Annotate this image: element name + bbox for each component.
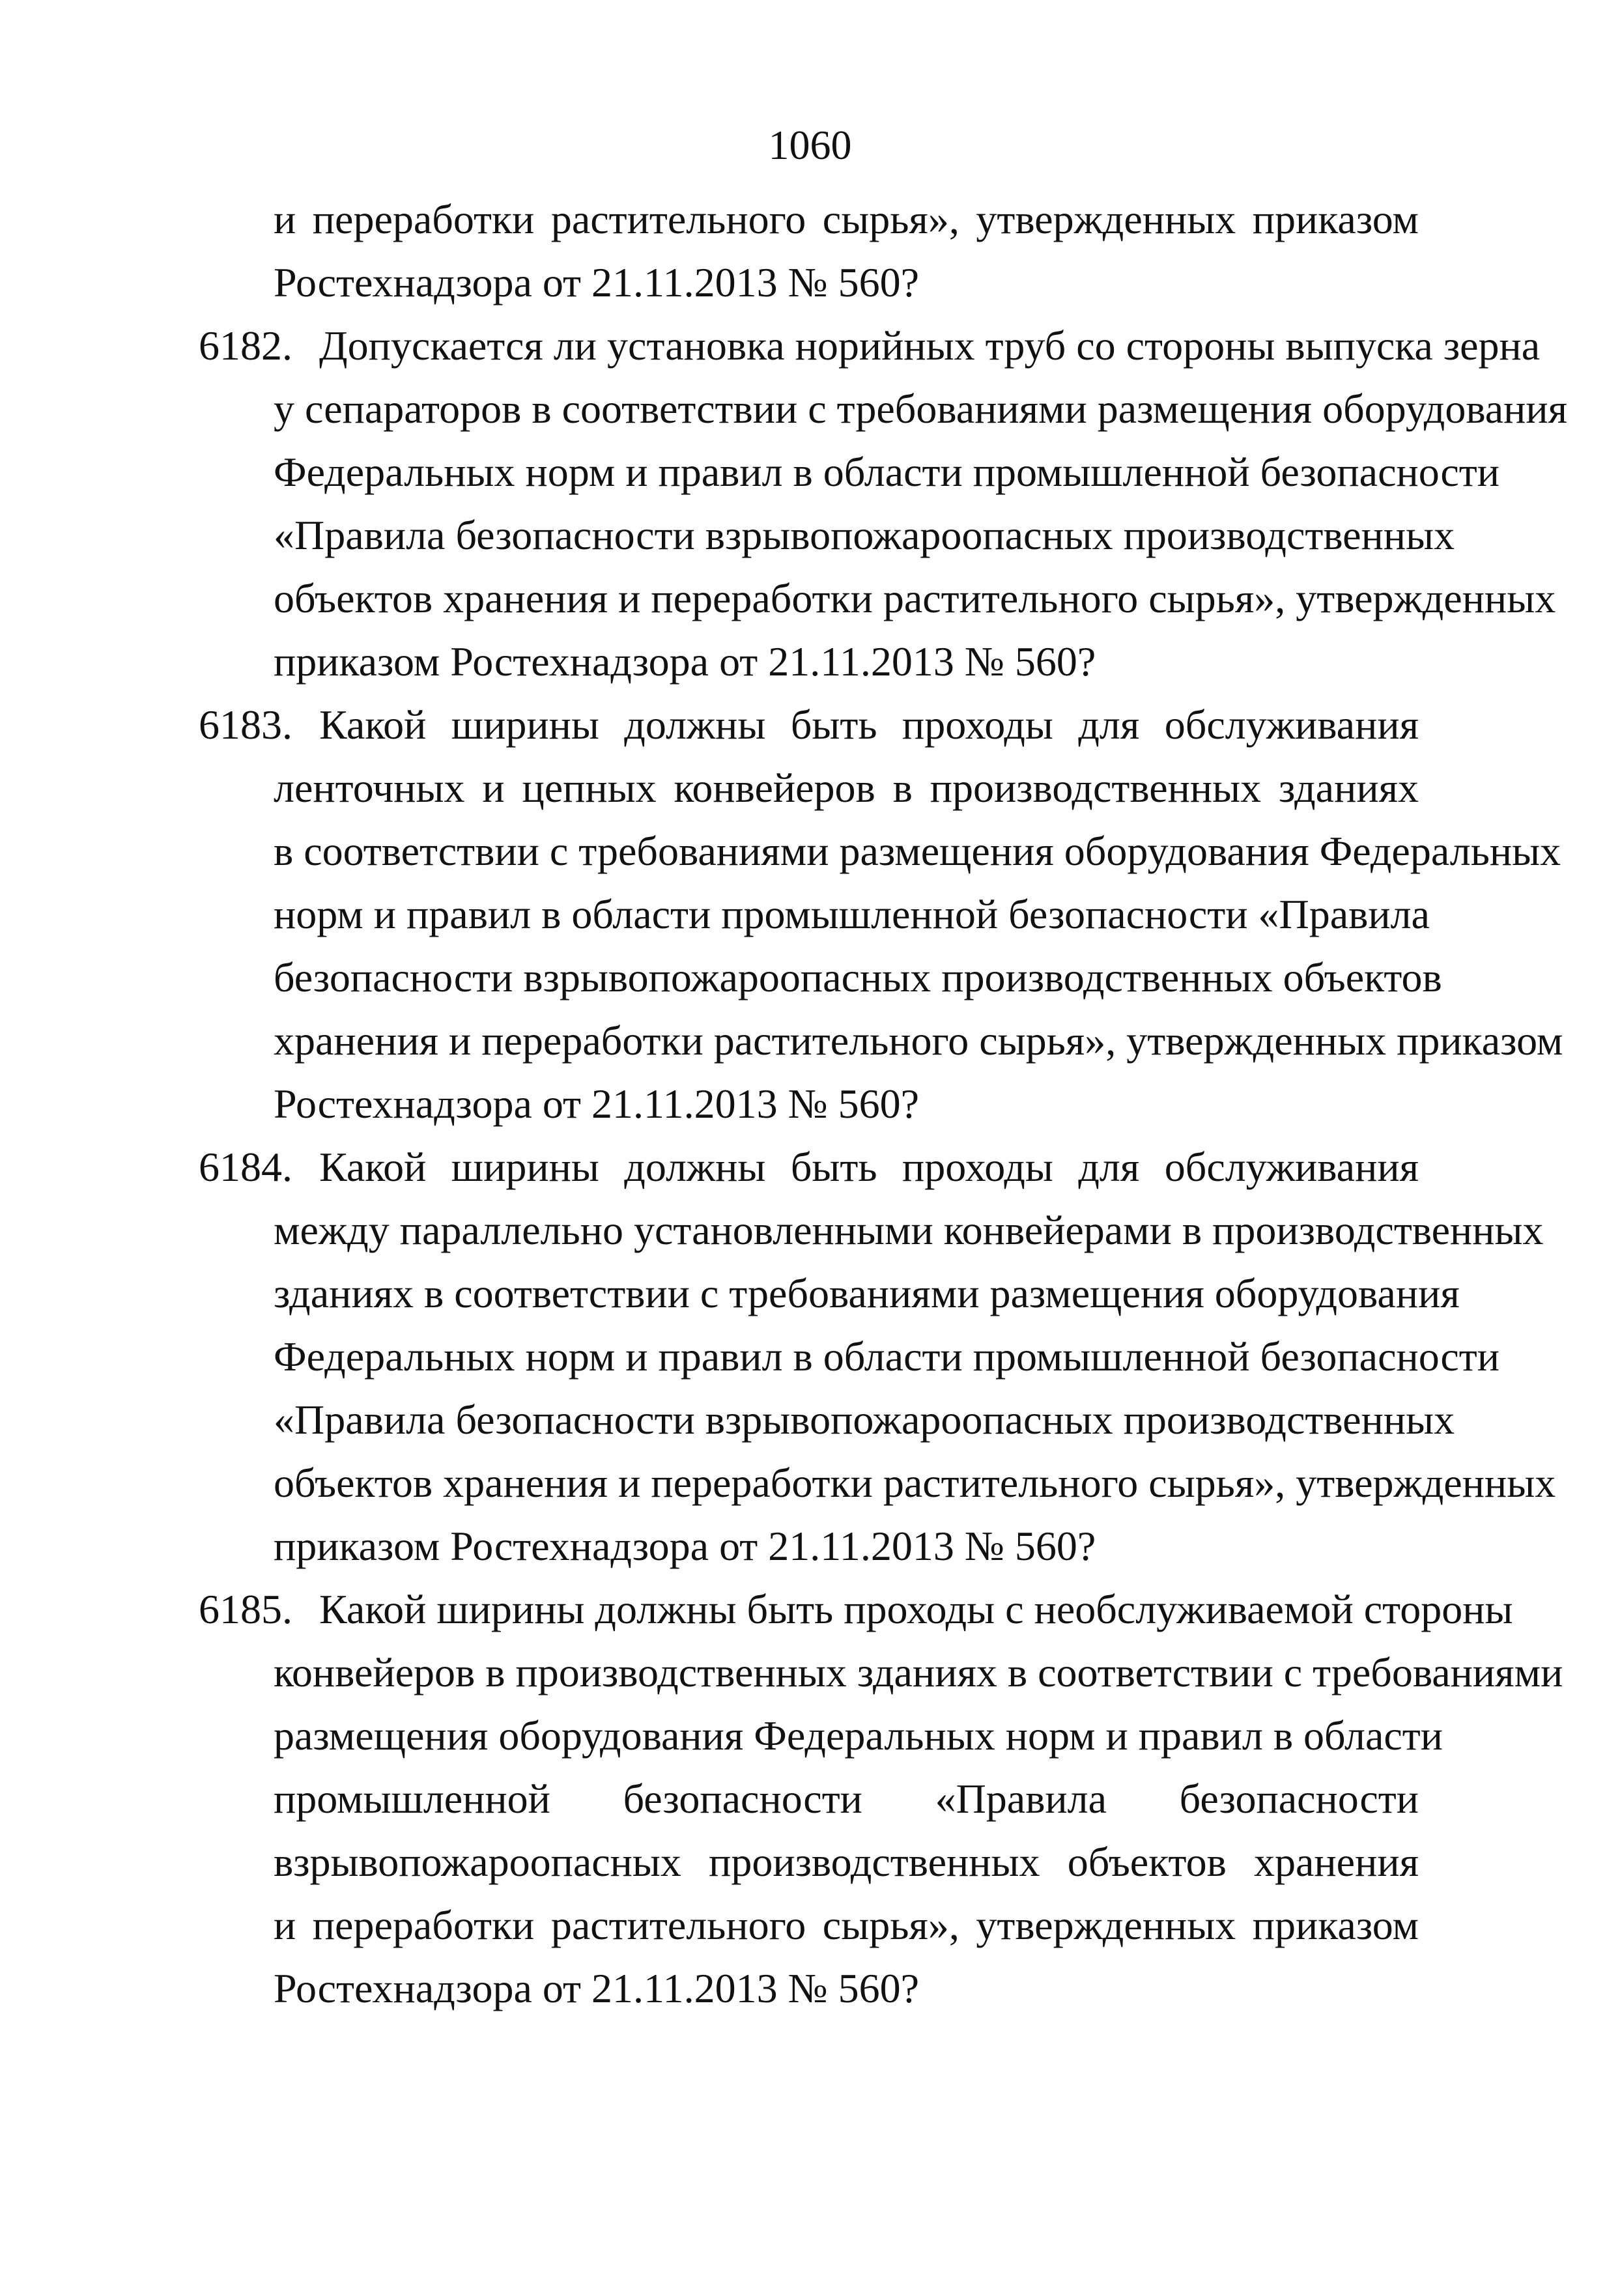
question-line: норм и правил в области промышленной безопасности «Правила (274, 891, 1430, 937)
question-line: Ростехнадзора от 21.11.2013 № 560? (274, 1081, 920, 1127)
question-line: приказом Ростехнадзора от 21.11.2013 № 560? (274, 638, 1096, 685)
question-number: 6184. (199, 1144, 292, 1190)
continuation-line: Ростехнадзора от 21.11.2013 № 560? (274, 259, 920, 305)
question-line: и переработки растительного сырья», утвержденных приказом (274, 1902, 1419, 1948)
question-line: Федеральных норм и правил в области промышленной безопасности (274, 1333, 1499, 1380)
question-line: Какой ширины должны быть проходы с необслуживаемой стороны (319, 1586, 1513, 1632)
question-line: Допускается ли установка норийных труб со стороны выпуска зерна (319, 322, 1541, 369)
question-line: ленточных и цепных конвейеров в производственных зданиях (274, 765, 1419, 811)
question-line: «Правила безопасности взрывопожароопасных производственных (274, 1396, 1455, 1443)
question-line: взрывопожароопасных производственных объектов хранения (274, 1839, 1419, 1885)
question-line: конвейеров в производственных зданиях в соответствии с требованиями (274, 1649, 1563, 1695)
question-number: 6182. (199, 322, 292, 369)
question-line: «Правила безопасности взрывопожароопасных производственных (274, 512, 1455, 558)
question-line: Какой ширины должны быть проходы для обслуживания (319, 1144, 1419, 1190)
question-line: приказом Ростехнадзора от 21.11.2013 № 560? (274, 1523, 1096, 1569)
question-line: объектов хранения и переработки растительного сырья», утвержденных (274, 575, 1556, 621)
question-line: размещения оборудования Федеральных норм и правил в области (274, 1712, 1443, 1759)
page-number: 1060 (768, 122, 852, 168)
question-line: зданиях в соответствии с требованиями размещения оборудования (274, 1270, 1460, 1316)
question-line: промышленной безопасности «Правила безопасности (274, 1776, 1419, 1822)
question-line: безопасности взрывопожароопасных производственных объектов (274, 954, 1442, 1000)
question-line: Какой ширины должны быть проходы для обслуживания (319, 702, 1419, 748)
question-line: у сепараторов в соответствии с требованиями размещения оборудования (274, 386, 1568, 432)
question-line: в соответствии с требованиями размещения оборудования Федеральных (274, 828, 1561, 874)
question-line: Ростехнадзора от 21.11.2013 № 560? (274, 1965, 920, 2011)
question-line: хранения и переработки растительного сырья», утвержденных приказом (274, 1017, 1563, 1064)
question-number: 6183. (199, 702, 292, 748)
question-line: между параллельно установленными конвейерами в производственных (274, 1207, 1544, 1253)
question-line: объектов хранения и переработки растительного сырья», утвержденных (274, 1460, 1556, 1506)
question-number: 6185. (199, 1586, 292, 1632)
question-line: Федеральных норм и правил в области промышленной безопасности (274, 449, 1499, 495)
continuation-line: и переработки растительного сырья», утвержденных приказом (274, 196, 1419, 242)
